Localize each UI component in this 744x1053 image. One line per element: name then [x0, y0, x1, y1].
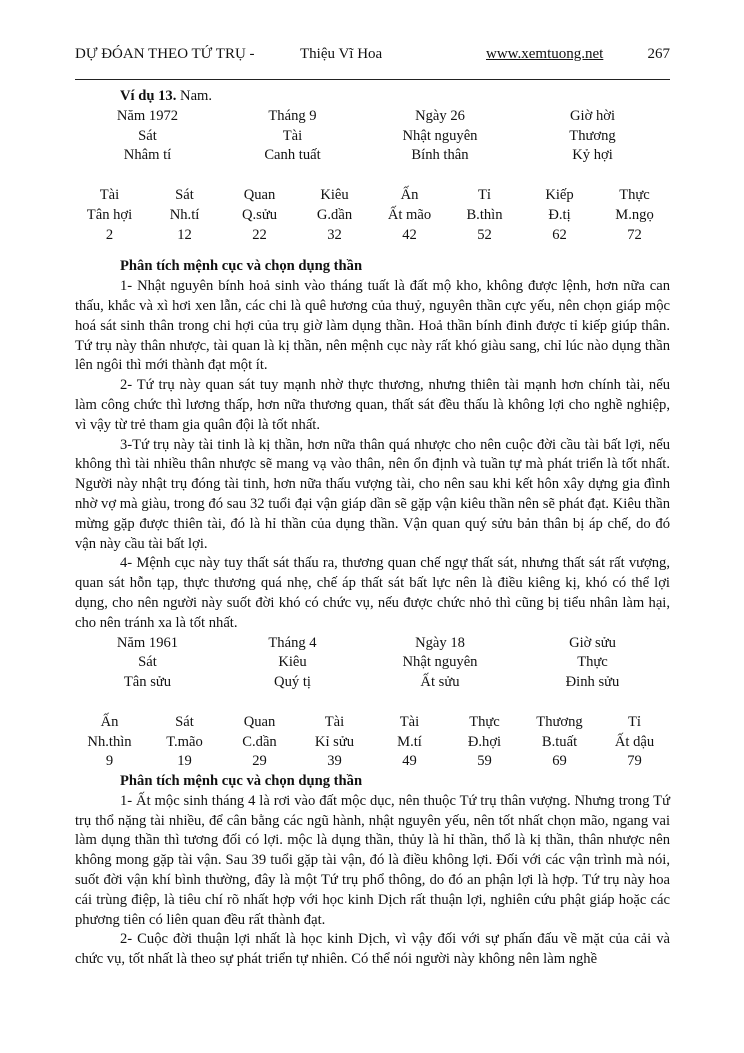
- analysis-paragraph: 2- Cuộc đời thuận lợi nhất là học kinh Dịch, vì vậy đối với sự phấn đấu về mặt của cải và chức vụ, tốt nhất là theo sự phát triển tự nhiên. Có thể nói người này không nên làm nghề: [75, 931, 670, 968]
- pillar-god: Sát: [138, 654, 157, 671]
- cycle-age: 32: [327, 226, 342, 243]
- cycle-age: 22: [252, 226, 267, 243]
- pillar-time: Năm 1961: [116, 634, 179, 651]
- cycle-stem-branch: Ất mão: [387, 206, 432, 223]
- cycle-stem-branch: B.tuất: [541, 733, 578, 750]
- pillars-table-2: [75, 634, 670, 693]
- cycle-age: 62: [552, 226, 567, 243]
- cycle-age: 39: [327, 753, 342, 770]
- cycle-god: Sát: [175, 186, 194, 203]
- cycle-stem-branch: B.thìn: [466, 206, 503, 223]
- cycle-age: 59: [477, 753, 492, 770]
- spacer: [75, 693, 670, 713]
- pillar-time: Tháng 4: [268, 634, 317, 651]
- cycle-stem-branch: C.dần: [242, 733, 277, 750]
- pillars-table-1: [75, 107, 670, 166]
- pillar-god: Kiêu: [278, 654, 307, 671]
- analysis-heading: Phân tích mệnh cục và chọn dụng thần: [120, 258, 363, 275]
- analysis-paragraph: 4- Mệnh cục này tuy thất sát thấu ra, thương quan chế ngự thất sát, nhưng thất sát rất vượng, quan sát hỗn tạp, thực thương quá nhẹ, chế áp thất sát bất lực nên là điều kiêng kị, khó có thể lợi dụng, cho nên người này suốt đời khó có chức vụ, nếu được chức nhỏ thì cũng bị tiểu nhân làm hại, cho nên tránh xa là tốt nhất.: [75, 555, 670, 631]
- cycle-god: Quan: [243, 186, 276, 203]
- author-name: Thiệu Vĩ Hoa: [300, 46, 383, 62]
- page-content: [75, 87, 670, 970]
- analysis-paragraph: 1- Nhật nguyên bính hoả sinh vào tháng tuất là đất mộ kho, không được lệnh, hơn nữa can thấu, khắc và xì hơi xen lẫn, các chi là quê hương của thuỷ, nguyên thần cực yếu, nên chọn giáp mộc hoá sát sinh thân trong chi hợi của trụ giờ làm dụng thần. Hoả thần bính đinh được tỉ kiếp giúp thân. Tứ trụ này thân nhược, tài quan là kị thần, nên mệnh cục này rất khó giàu sang, chỉ lúc nào dụng thần lên ngôi thì mới thành đạt một ít.: [75, 278, 670, 374]
- pillar-stem-branch: Ất sửu: [420, 674, 460, 691]
- pillar-stem-branch: Đinh sửu: [565, 674, 620, 691]
- example-label: Ví dụ 13.: [120, 88, 177, 104]
- cycle-god: Tỉ: [478, 186, 491, 203]
- pillar-time: Ngày 26: [415, 107, 465, 124]
- cycle-god: Tỉ: [628, 713, 641, 730]
- analysis-paragraph: 1- Ất mộc sinh tháng 4 là rơi vào đất mộc dục, nên thuộc Tứ trụ thân vượng. Nhưng trong Tứ trụ thổ nặng tài nhiều, để cân bằng các ngũ hành, nhật nguyên yếu, nên tốt nhất chọn mão, ngang vai làm dụng thần thì tương đối có lợi. mộc là dụng thần, thủy là hỉ thần, thổ là kị thần, thân nhược nên không mong gặp tài vận. Sau 39 tuổi gặp tài vận, đó là điều không lợi. Đối với các vận trình mà nói, suốt đời vận khí bình thường, đây là một Tứ trụ phổ thông, do đó an phận lợi là hợp. Tứ trụ này hoa cái trùng điệp, là tiêu chí rõ nhất hợp với học kinh Dịch rất thuận lợi, nghiên cứu phật giáp hoặc các phương tiên có liên quan đều rất thành đạt.: [75, 792, 670, 928]
- cycle-god: Sát: [175, 713, 194, 730]
- cycle-god: Tài: [399, 713, 420, 730]
- pillar-time: Ngày 18: [415, 634, 465, 651]
- cycle-stem-branch: Nh.thìn: [87, 733, 132, 750]
- cycle-stem-branch: G.dần: [316, 206, 353, 223]
- cycle-age: 29: [252, 753, 267, 770]
- pillar-god: Nhật nguyên: [402, 654, 478, 671]
- cycle-age: 9: [105, 753, 114, 770]
- cycle-god: Kiêu: [320, 186, 349, 203]
- pillar-stem-branch: Nhâm tí: [123, 147, 172, 164]
- pillar-stem-branch: Quý tị: [274, 674, 311, 691]
- pillar-stem-branch: Bính thân: [411, 147, 469, 164]
- cycle-god: Ấn: [100, 713, 119, 730]
- cycle-stem-branch: Đ.tị: [548, 206, 571, 223]
- example-heading: [75, 87, 670, 107]
- cycle-age: 12: [177, 226, 192, 243]
- pillar-time: Giờ sửu: [569, 634, 616, 651]
- pillar-stem-branch: Canh tuất: [264, 147, 321, 164]
- cycle-stem-branch: Nh.tí: [169, 206, 200, 223]
- cycle-stem-branch: M.tí: [397, 733, 422, 750]
- cycle-stem-branch: Đ.hợi: [467, 733, 502, 750]
- pillar-god: Tài: [282, 127, 303, 144]
- cycle-age: 2: [105, 226, 114, 243]
- pillar-stem-branch: Tân sửu: [123, 674, 172, 691]
- cycle-stem-branch: M.ngọ: [615, 206, 654, 223]
- cycle-age: 19: [177, 753, 192, 770]
- cycle-stem-branch: T.mão: [166, 733, 203, 750]
- pillar-time: Năm 1972: [116, 107, 179, 124]
- cycle-age: 52: [477, 226, 492, 243]
- analysis-paragraph: 2- Tứ trụ này quan sát tuy mạnh nhờ thực thương, nhưng thiên tài mạnh hơn chính tài, nếu làm công chức thì lương thấp, hơn nữa thương quan, thất sát đều thấu là không lợi cho nghề nghiệp, vì vậy từ trẻ tham gia quân đội là tốt nhất.: [75, 377, 670, 433]
- page-header: [75, 46, 670, 68]
- website-link[interactable]: www.xemtuong.net: [486, 46, 604, 62]
- cycle-god: Thực: [469, 713, 500, 730]
- cycle-age: 69: [552, 753, 567, 770]
- cycle-god: Thực: [619, 186, 650, 203]
- cycle-age: 79: [627, 753, 642, 770]
- example-gender: Nam.: [180, 88, 213, 104]
- pillar-god: Thương: [569, 127, 616, 144]
- cycle-god: Tài: [324, 713, 345, 730]
- pillar-god: Thực: [577, 654, 608, 671]
- header-divider: [75, 79, 670, 80]
- spacer: [75, 166, 670, 186]
- cycle-stem-branch: Tân hợi: [86, 206, 133, 223]
- page-number: 267: [647, 46, 670, 62]
- analysis-paragraph: 3-Tứ trụ này tài tinh là kị thần, hơn nữa thân quá nhược cho nên cuộc đời cầu tài bất lợi, nếu không thì tài nhiều thân nhược sẽ mang vạ vào thân, nên ổn định và tuần tự mà phát triển là tốt nhất. Người này nhật trụ đóng tài tinh, hơn nữa thấu vượng tài, cho nên sau khi kết hôn xây dựng gia đình nhờ vợ mà giàu, trong đó sau 32 tuổi đại vận giáp dần sẽ gặp vận kiêu thần nên sẽ phát đạt. Kiêu thần mừng gặp được thiên tài, đó là hỉ thần của dụng thần. Vận quan quý sửu bản thân bị áp chế, do đó vận này cầu tài bất lợi.: [75, 436, 670, 552]
- pillar-god: Sát: [138, 127, 157, 144]
- cycle-god: Ấn: [400, 186, 419, 203]
- cycle-age: 49: [402, 753, 417, 770]
- analysis-heading: Phân tích mệnh cục và chọn dụng thần: [120, 773, 363, 790]
- pillar-god: Nhật nguyên: [402, 127, 478, 144]
- cycle-age: 42: [402, 226, 417, 243]
- pillar-time: Tháng 9: [268, 107, 317, 124]
- luck-cycles-table-2: [72, 713, 670, 772]
- pillar-stem-branch: Kỷ hợi: [572, 147, 613, 164]
- cycle-age: 72: [627, 226, 642, 243]
- cycle-stem-branch: Kỉ sửu: [314, 733, 355, 750]
- book-title: DỰ ĐÓAN THEO TỨ TRỤ -: [75, 46, 255, 62]
- cycle-god: Kiếp: [545, 186, 574, 203]
- luck-cycles-table-1: [72, 186, 670, 245]
- cycle-stem-branch: Q.sửu: [241, 206, 278, 223]
- cycle-god: Quan: [243, 713, 276, 730]
- pillar-time: Giờ hời: [569, 107, 616, 124]
- cycle-god: Tài: [99, 186, 120, 203]
- cycle-stem-branch: Ất dậu: [614, 733, 655, 750]
- cycle-god: Thương: [536, 713, 583, 730]
